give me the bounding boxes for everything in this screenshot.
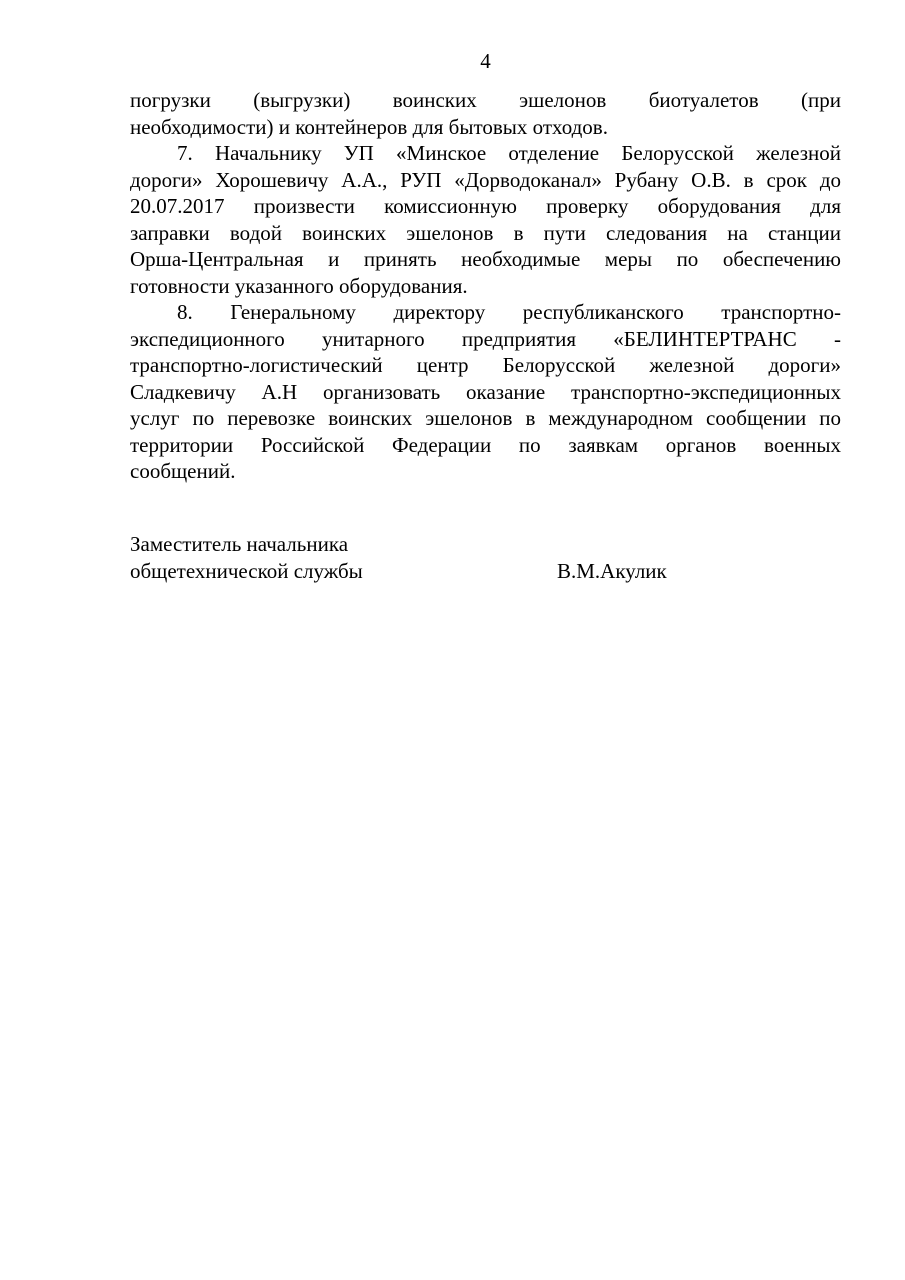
text-line: экспедиционного унитарного предприятия «БЕЛИНТЕРТРАНС - [130,326,841,351]
text-line: необходимости) и контейнеров для бытовых отходов. [130,114,608,139]
text-line: погрузки (выгрузки) воинских эшелонов биотуалетов (при [130,88,841,112]
text-line: территории Российской Федерации по заявкам органов военных [130,432,841,457]
text-line: 20.07.2017 произвести комиссионную проверку оборудования для [130,194,841,218]
text-line: готовности указанного оборудования. [130,273,468,298]
signature-block [130,531,841,584]
text-line: транспортно-логистический центр Белорусской железной дороги» [130,353,841,377]
text-line: 7. Начальнику УП «Минское отделение Белорусской железной [177,141,841,165]
signer-title-line-1: Заместитель начальника [130,532,349,556]
text-line: сообщений. [130,459,236,483]
text-line: услуг по перевозке воинских эшелонов в международном сообщении по [130,406,841,430]
signer-name: В.М.Акулик [557,558,667,583]
document-body [130,87,841,485]
text-line: дороги» Хорошевичу А.А., РУП «Дорводоканал» Рубану О.В. в срок до [130,167,841,192]
text-line: Сладкевичу А.Н организовать оказание транспортно-экспедиционных [130,379,841,404]
text-line: заправки водой воинских эшелонов в пути следования на станции [130,220,841,245]
text-line: 8. Генеральному директору республиканского транспортно- [177,300,841,324]
page-number: 4 [480,49,491,73]
signer-title-line-2: общетехнической службы [130,558,363,583]
text-line: Орша-Центральная и принять необходимые меры по обеспечению [130,247,841,271]
